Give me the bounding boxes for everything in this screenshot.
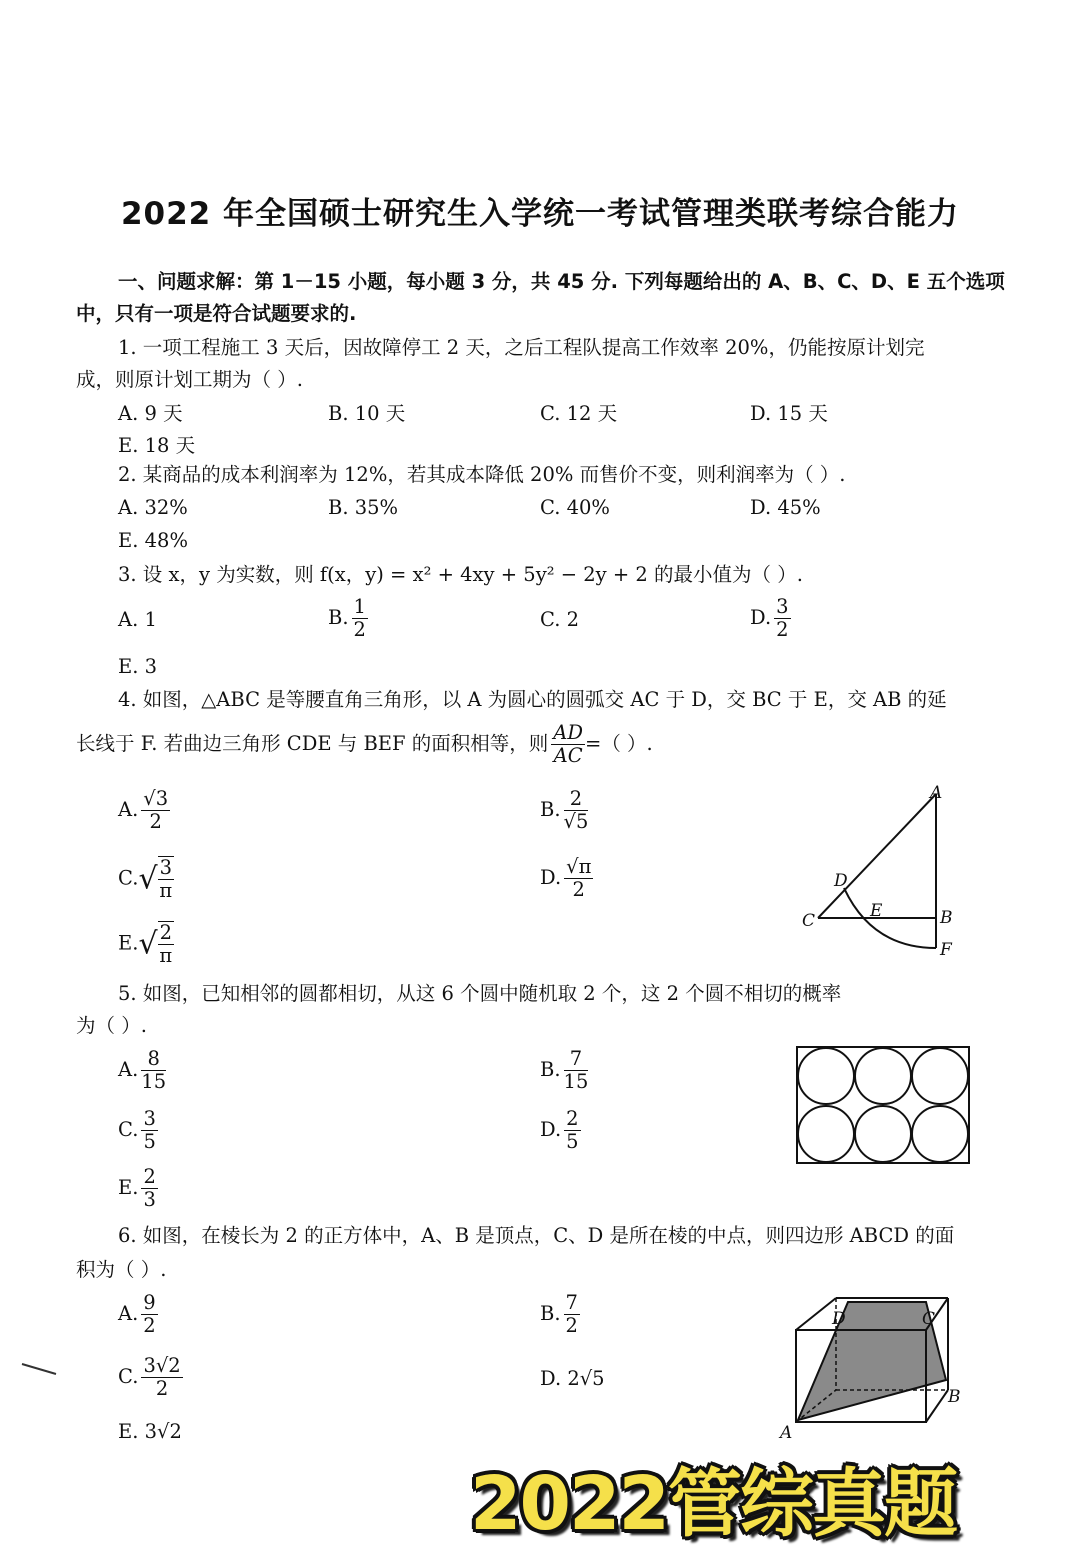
q5-option-a: A. $\frac{8}{15}$ [118,1047,167,1093]
q4-option-e: E.√ $\frac{2}{\pi}$ [118,921,173,967]
q4-option-c: C.√ $\frac{3}{\pi}$ [118,856,173,902]
q4-stem-line2: 长线于 F. 若曲边三角形 CDE 与 BEF 的面积相等，则 $\frac{AD}{AC}$ =（ ）. [76,721,653,767]
q6-label-a: A [780,1423,793,1443]
q1-option-c: C. 12 天 [540,402,618,425]
q2-stem: 2. 某商品的成本利润率为 12%，若其成本降低 20% 而售价不变，则利润率为（ ）. [118,463,846,486]
q1-option-e: E. 18 天 [118,434,196,457]
q6-stem-line2: 积为（ ）. [76,1258,167,1281]
q6-option-e: E. 3√2 [118,1420,182,1443]
q5-option-c: C. $\frac{3}{5}$ [118,1107,156,1153]
q1-stem-line2: 成，则原计划工期为（ ）. [76,368,303,391]
q5-option-d: D. $\frac{2}{5}$ [540,1107,579,1153]
q4-label-e: E [870,901,883,921]
page-title: 2022 年全国硕士研究生入学统一考试管理类联考综合能力 [120,196,960,232]
q5-stem-line1: 5. 如图，已知相邻的圆都相切，从这 6 个圆中随机取 2 个，这 2 个圆不相切的概率 [118,982,842,1005]
q4-option-b: B. $\frac{2}{√5}$ [540,787,589,833]
q4-triangle-figure [790,780,970,960]
q5-circle-2 [855,1048,911,1104]
q6-option-d: D. 2√5 [540,1367,605,1390]
q3-option-e: E. 3 [118,655,158,678]
section-heading-line2: 中，只有一项是符合试题要求的. [76,302,357,325]
q5-circles-figure [796,1046,970,1164]
q6-option-a: A. $\frac{9}{2}$ [118,1291,156,1337]
section-heading-line1: 一、问题求解：第 1－15 小题，每小题 3 分，共 45 分. 下列每题给出的 A、B、C、D、E 五个选项 [118,270,1005,293]
q5-circle-4 [798,1106,854,1162]
q6-label-b: B [948,1387,961,1407]
q6-option-c: C. $\frac{3√2}{2}$ [118,1354,181,1400]
q1-option-d: D. 15 天 [750,402,828,425]
q5-option-b: B. $\frac{7}{15}$ [540,1047,589,1093]
q5-stem-line2: 为（ ）. [76,1014,147,1037]
q4-label-b: B [940,908,953,928]
q1-option-a: A. 9 天 [118,402,183,425]
q4-option-a: A. $\frac{√3}{2}$ [118,787,169,833]
q6-stem-line1: 6. 如图，在棱长为 2 的正方体中，A、B 是顶点，C、D 是所在棱的中点，则四边形 ABCD 的面 [118,1224,955,1247]
q3-option-c: C. 2 [540,608,580,631]
q3-option-a: A. 1 [118,608,157,631]
q5-circle-3 [912,1048,968,1104]
q5-option-e: E. $\frac{2}{3}$ [118,1165,156,1211]
banner-caption: 2022管综真题 [470,1461,956,1547]
q1-option-b: B. 10 天 [328,402,406,425]
q6-option-b: B. $\frac{7}{2}$ [540,1291,578,1337]
q3-stem: 3. 设 x，y 为实数，则 f(x，y) = x² + 4xy + 5y² − 2y + 2 的最小值为（ ）. [118,563,803,586]
q4-label-a: A [930,783,943,803]
q4-label-d: D [834,871,848,891]
q5-circle-5 [855,1106,911,1162]
q3-option-d: D. $\frac{3}{2}$ [750,595,789,641]
q2-option-e: E. 48% [118,529,188,552]
q3-option-b: B. $\frac{1}{2}$ [328,595,366,641]
q2-option-c: C. 40% [540,496,610,519]
q5-circle-6 [912,1106,968,1162]
q4-label-f: F [940,940,952,960]
q4-stem-line1: 4. 如图，△ABC 是等腰直角三角形，以 A 为圆心的圆弧交 AC 于 D，交 BC 于 E，交 AB 的延 [118,688,947,711]
q2-option-b: B. 35% [328,496,399,519]
scan-mark [20,1360,60,1380]
q6-label-d: D [832,1309,846,1329]
q5-circle-1 [798,1048,854,1104]
q1-stem-line1: 1. 一项工程施工 3 天后，因故障停工 2 天，之后工程队提高工作效率 20%，仍能按原计划完 [118,336,925,359]
q6-cube-figure [776,1290,966,1443]
q2-option-a: A. 32% [118,496,188,519]
q2-option-d: D. 45% [750,496,821,519]
q4-label-c: C [802,911,816,931]
q4-option-d: D. $\frac{√\pi}{2}$ [540,855,592,901]
q6-label-c: C [922,1309,936,1329]
q4-line-ca [818,794,936,918]
